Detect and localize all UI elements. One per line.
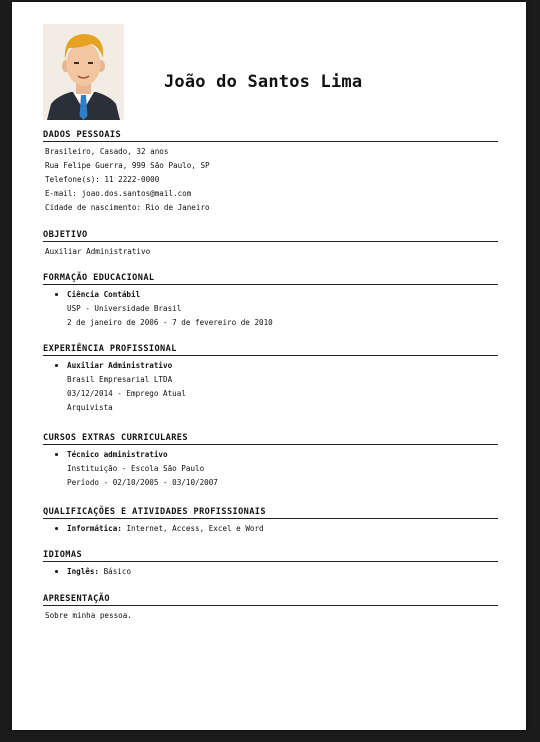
section-presentation xyxy=(43,594,498,623)
email-line: E-mail: joao.dos.santos@mail.com xyxy=(45,189,192,198)
item-detail: Brasil Empresarial LTDA xyxy=(67,375,173,384)
phone-line: Telefone(s): 11 2222-0000 xyxy=(45,175,160,184)
section-title: IDIOMAS xyxy=(43,550,498,562)
item-detail: Instituição - Escola São Paulo xyxy=(67,464,205,473)
bullet-icon xyxy=(55,364,58,367)
section-languages xyxy=(43,550,498,579)
section-title: FORMAÇÃO EDUCACIONAL xyxy=(43,273,498,285)
list-item xyxy=(43,565,498,579)
section-title: DADOS PESSOAIS xyxy=(43,130,498,142)
section-personal-data xyxy=(43,130,498,215)
item-detail: USP - Universidade Brasil xyxy=(67,304,182,313)
section-title: EXPERIÊNCIA PROFISSIONAL xyxy=(43,344,498,356)
profile-photo xyxy=(43,24,124,120)
item-detail: 03/12/2014 - Emprego Atual xyxy=(67,389,186,398)
section-title: CURSOS EXTRAS CURRICULARES xyxy=(43,433,498,445)
item-text: Básico xyxy=(99,567,132,576)
bullet-icon xyxy=(55,527,58,530)
item-detail: 2 de janeiro de 2006 - 7 de fevereiro de 2010 xyxy=(67,318,273,327)
list-item xyxy=(43,288,498,330)
section-education xyxy=(43,273,498,330)
resume-page xyxy=(12,2,526,730)
bullet-icon xyxy=(55,453,58,456)
section-title: OBJETIVO xyxy=(43,230,498,242)
presentation-line: Sobre minha pessoa. xyxy=(45,611,132,620)
bullet-icon xyxy=(55,293,58,296)
item-label: Inglês: xyxy=(67,567,100,576)
item-heading: Ciência Contábil xyxy=(67,290,141,299)
section-title: APRESENTAÇÃO xyxy=(43,594,498,606)
item-detail: Arquivista xyxy=(67,403,113,412)
objective-line: Auxiliar Administrativo xyxy=(45,247,151,256)
section-extra-courses xyxy=(43,433,498,490)
section-objective xyxy=(43,230,498,259)
item-detail: Período - 02/10/2005 - 03/10/2007 xyxy=(67,478,218,487)
avatar-illustration xyxy=(43,24,124,120)
item-heading: Técnico administrativo xyxy=(67,450,168,459)
item-label: Informática: xyxy=(67,524,122,533)
birthplace-line: Cidade de nascimento: Rio de Janeiro xyxy=(45,203,210,212)
list-item xyxy=(43,522,498,536)
candidate-name: João do Santos Lima xyxy=(164,72,363,92)
personal-info-line: Brasileiro, Casado, 32 anos xyxy=(45,147,169,156)
address-line: Rua Felipe Guerra, 999 São Paulo, SP xyxy=(45,161,210,170)
section-title: QUALIFICAÇÕES E ATIVIDADES PROFISSIONAIS xyxy=(43,507,498,519)
item-heading: Auxiliar Administrativo xyxy=(67,361,173,370)
list-item xyxy=(43,448,498,490)
section-qualifications xyxy=(43,507,498,536)
item-text: Internet, Access, Excel e Word xyxy=(121,524,264,533)
section-experience xyxy=(43,344,498,415)
list-item xyxy=(43,359,498,415)
bullet-icon xyxy=(55,570,58,573)
